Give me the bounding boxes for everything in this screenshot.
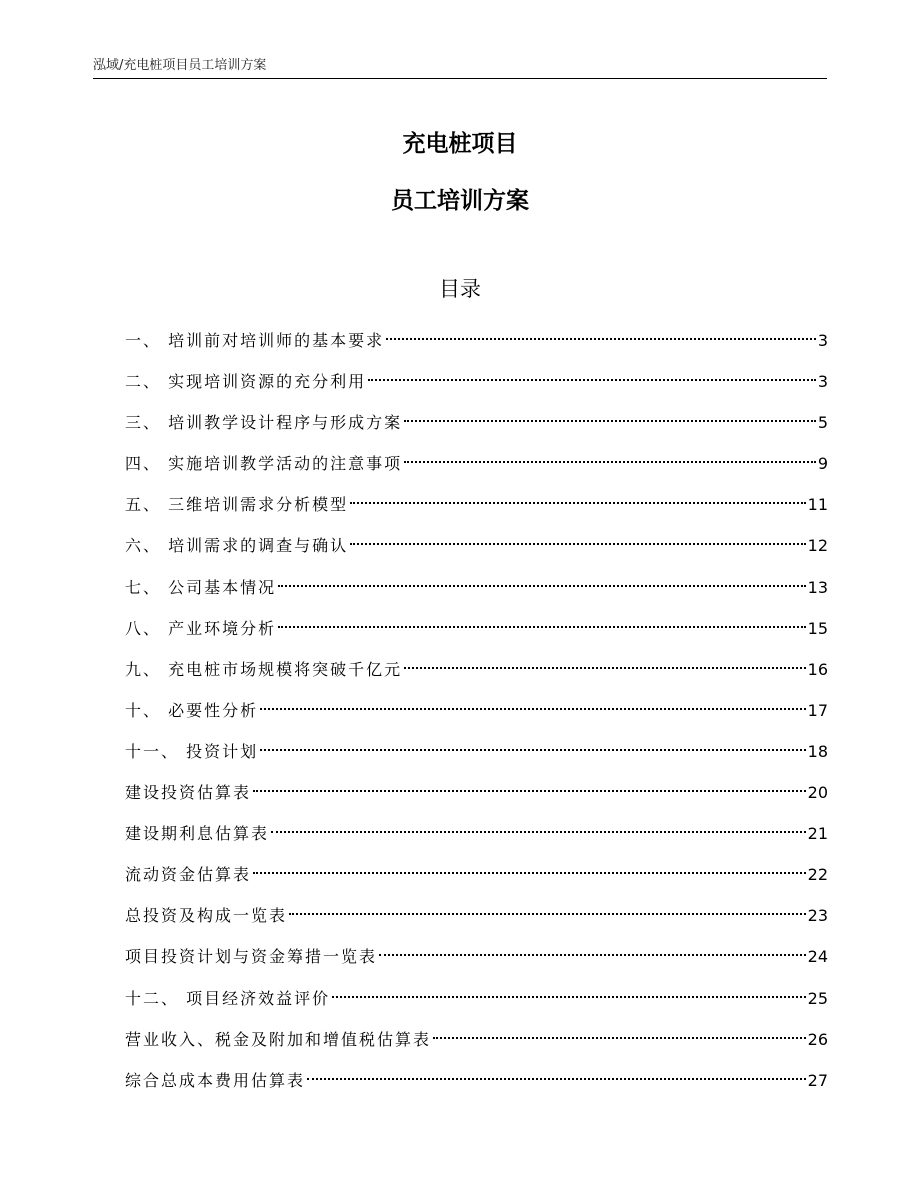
toc-dot-leader <box>379 954 806 956</box>
toc-entry[interactable] <box>125 443 828 484</box>
toc-entry-label: 十、 必要性分析 <box>125 700 259 720</box>
toc-entry[interactable] <box>125 649 828 690</box>
toc-dot-leader <box>332 996 806 998</box>
toc-dot-leader <box>433 1037 806 1039</box>
toc-entry-page: 11 <box>807 495 828 515</box>
toc-entry-page: 15 <box>807 618 828 638</box>
toc-entry[interactable] <box>125 813 828 854</box>
toc-dot-leader <box>386 338 816 340</box>
toc-entry-label: 项目投资计划与资金筹措一览表 <box>125 947 378 967</box>
toc-entry-page: 12 <box>807 536 828 556</box>
toc-dot-leader <box>404 420 816 422</box>
toc-entry-page: 23 <box>807 906 828 926</box>
toc-entry-page: 9 <box>817 454 828 474</box>
toc-entry[interactable] <box>125 320 828 361</box>
toc-entry-page: 21 <box>807 824 828 844</box>
toc-heading: 目录 <box>439 277 481 301</box>
toc-entry[interactable] <box>125 525 828 566</box>
toc-entry-label: 总投资及构成一览表 <box>125 906 288 926</box>
toc-entry-page: 26 <box>807 1029 828 1049</box>
toc-entry[interactable] <box>125 608 828 649</box>
toc-entry-label: 综合总成本费用估算表 <box>125 1070 306 1090</box>
toc-dot-leader <box>368 379 816 381</box>
toc-entry[interactable] <box>125 731 828 772</box>
toc-entry[interactable] <box>125 854 828 895</box>
toc-entry-page: 25 <box>807 988 828 1008</box>
toc-entry-page: 16 <box>807 659 828 679</box>
toc-entry[interactable] <box>125 1060 828 1101</box>
toc-dot-leader <box>253 872 806 874</box>
toc-entry-page: 22 <box>807 865 828 885</box>
toc-entry-label: 三、 培训教学设计程序与形成方案 <box>125 413 403 433</box>
toc-entry-label: 一、 培训前对培训师的基本要求 <box>125 331 385 350</box>
toc-dot-leader <box>350 543 806 545</box>
toc-dot-leader <box>260 749 806 751</box>
toc-entry-page: 5 <box>817 413 828 433</box>
table-of-contents <box>125 320 828 1101</box>
toc-dot-leader <box>289 913 806 915</box>
toc-entry[interactable] <box>125 402 828 443</box>
toc-entry-page: 27 <box>807 1070 828 1090</box>
toc-dot-leader <box>260 708 806 710</box>
running-header: 泓域/充电桩项目员工培训方案 <box>93 58 267 73</box>
toc-entry-label: 八、 产业环境分析 <box>125 618 277 638</box>
toc-dot-leader <box>253 790 806 792</box>
toc-entry-page: 18 <box>807 741 828 761</box>
toc-entry-label: 流动资金估算表 <box>125 865 252 885</box>
toc-entry-label: 营业收入、税金及附加和增值税估算表 <box>125 1029 432 1049</box>
header-rule <box>93 78 827 79</box>
toc-entry[interactable] <box>125 772 828 813</box>
toc-entry[interactable] <box>125 361 828 402</box>
toc-entry-label: 二、 实现培训资源的充分利用 <box>125 372 367 392</box>
toc-dot-leader <box>278 626 806 628</box>
toc-entry-page: 3 <box>817 372 828 392</box>
toc-entry[interactable] <box>125 978 828 1019</box>
toc-entry[interactable] <box>125 936 828 977</box>
toc-dot-leader <box>404 461 816 463</box>
toc-entry-label: 十一、 投资计划 <box>125 741 259 761</box>
toc-dot-leader <box>307 1078 806 1080</box>
toc-dot-leader <box>350 502 806 504</box>
toc-entry-page: 3 <box>817 331 828 350</box>
toc-entry[interactable] <box>125 1019 828 1060</box>
document-title-line-2: 员工培训方案 <box>391 188 529 214</box>
toc-entry-label: 四、 实施培训教学活动的注意事项 <box>125 454 403 474</box>
toc-dot-leader <box>271 831 806 833</box>
toc-entry-page: 17 <box>807 700 828 720</box>
toc-entry-label: 六、 培训需求的调查与确认 <box>125 536 349 556</box>
toc-dot-leader <box>404 667 806 669</box>
toc-entry-page: 13 <box>807 577 828 597</box>
toc-entry-label: 建设期利息估算表 <box>125 824 270 844</box>
toc-entry-label: 七、 公司基本情况 <box>125 577 277 597</box>
document-title-line-1: 充电桩项目 <box>402 131 518 157</box>
toc-entry-page: 20 <box>807 783 828 803</box>
toc-entry-label: 九、 充电桩市场规模将突破千亿元 <box>125 659 403 679</box>
toc-entry[interactable] <box>125 690 828 731</box>
toc-entry-page: 24 <box>807 947 828 967</box>
toc-entry-label: 十二、 项目经济效益评价 <box>125 988 331 1008</box>
toc-entry-label: 建设投资估算表 <box>125 783 252 803</box>
toc-dot-leader <box>278 585 806 587</box>
toc-entry[interactable] <box>125 484 828 525</box>
toc-entry-label: 五、 三维培训需求分析模型 <box>125 495 349 515</box>
toc-entry[interactable] <box>125 895 828 936</box>
toc-entry[interactable] <box>125 567 828 608</box>
